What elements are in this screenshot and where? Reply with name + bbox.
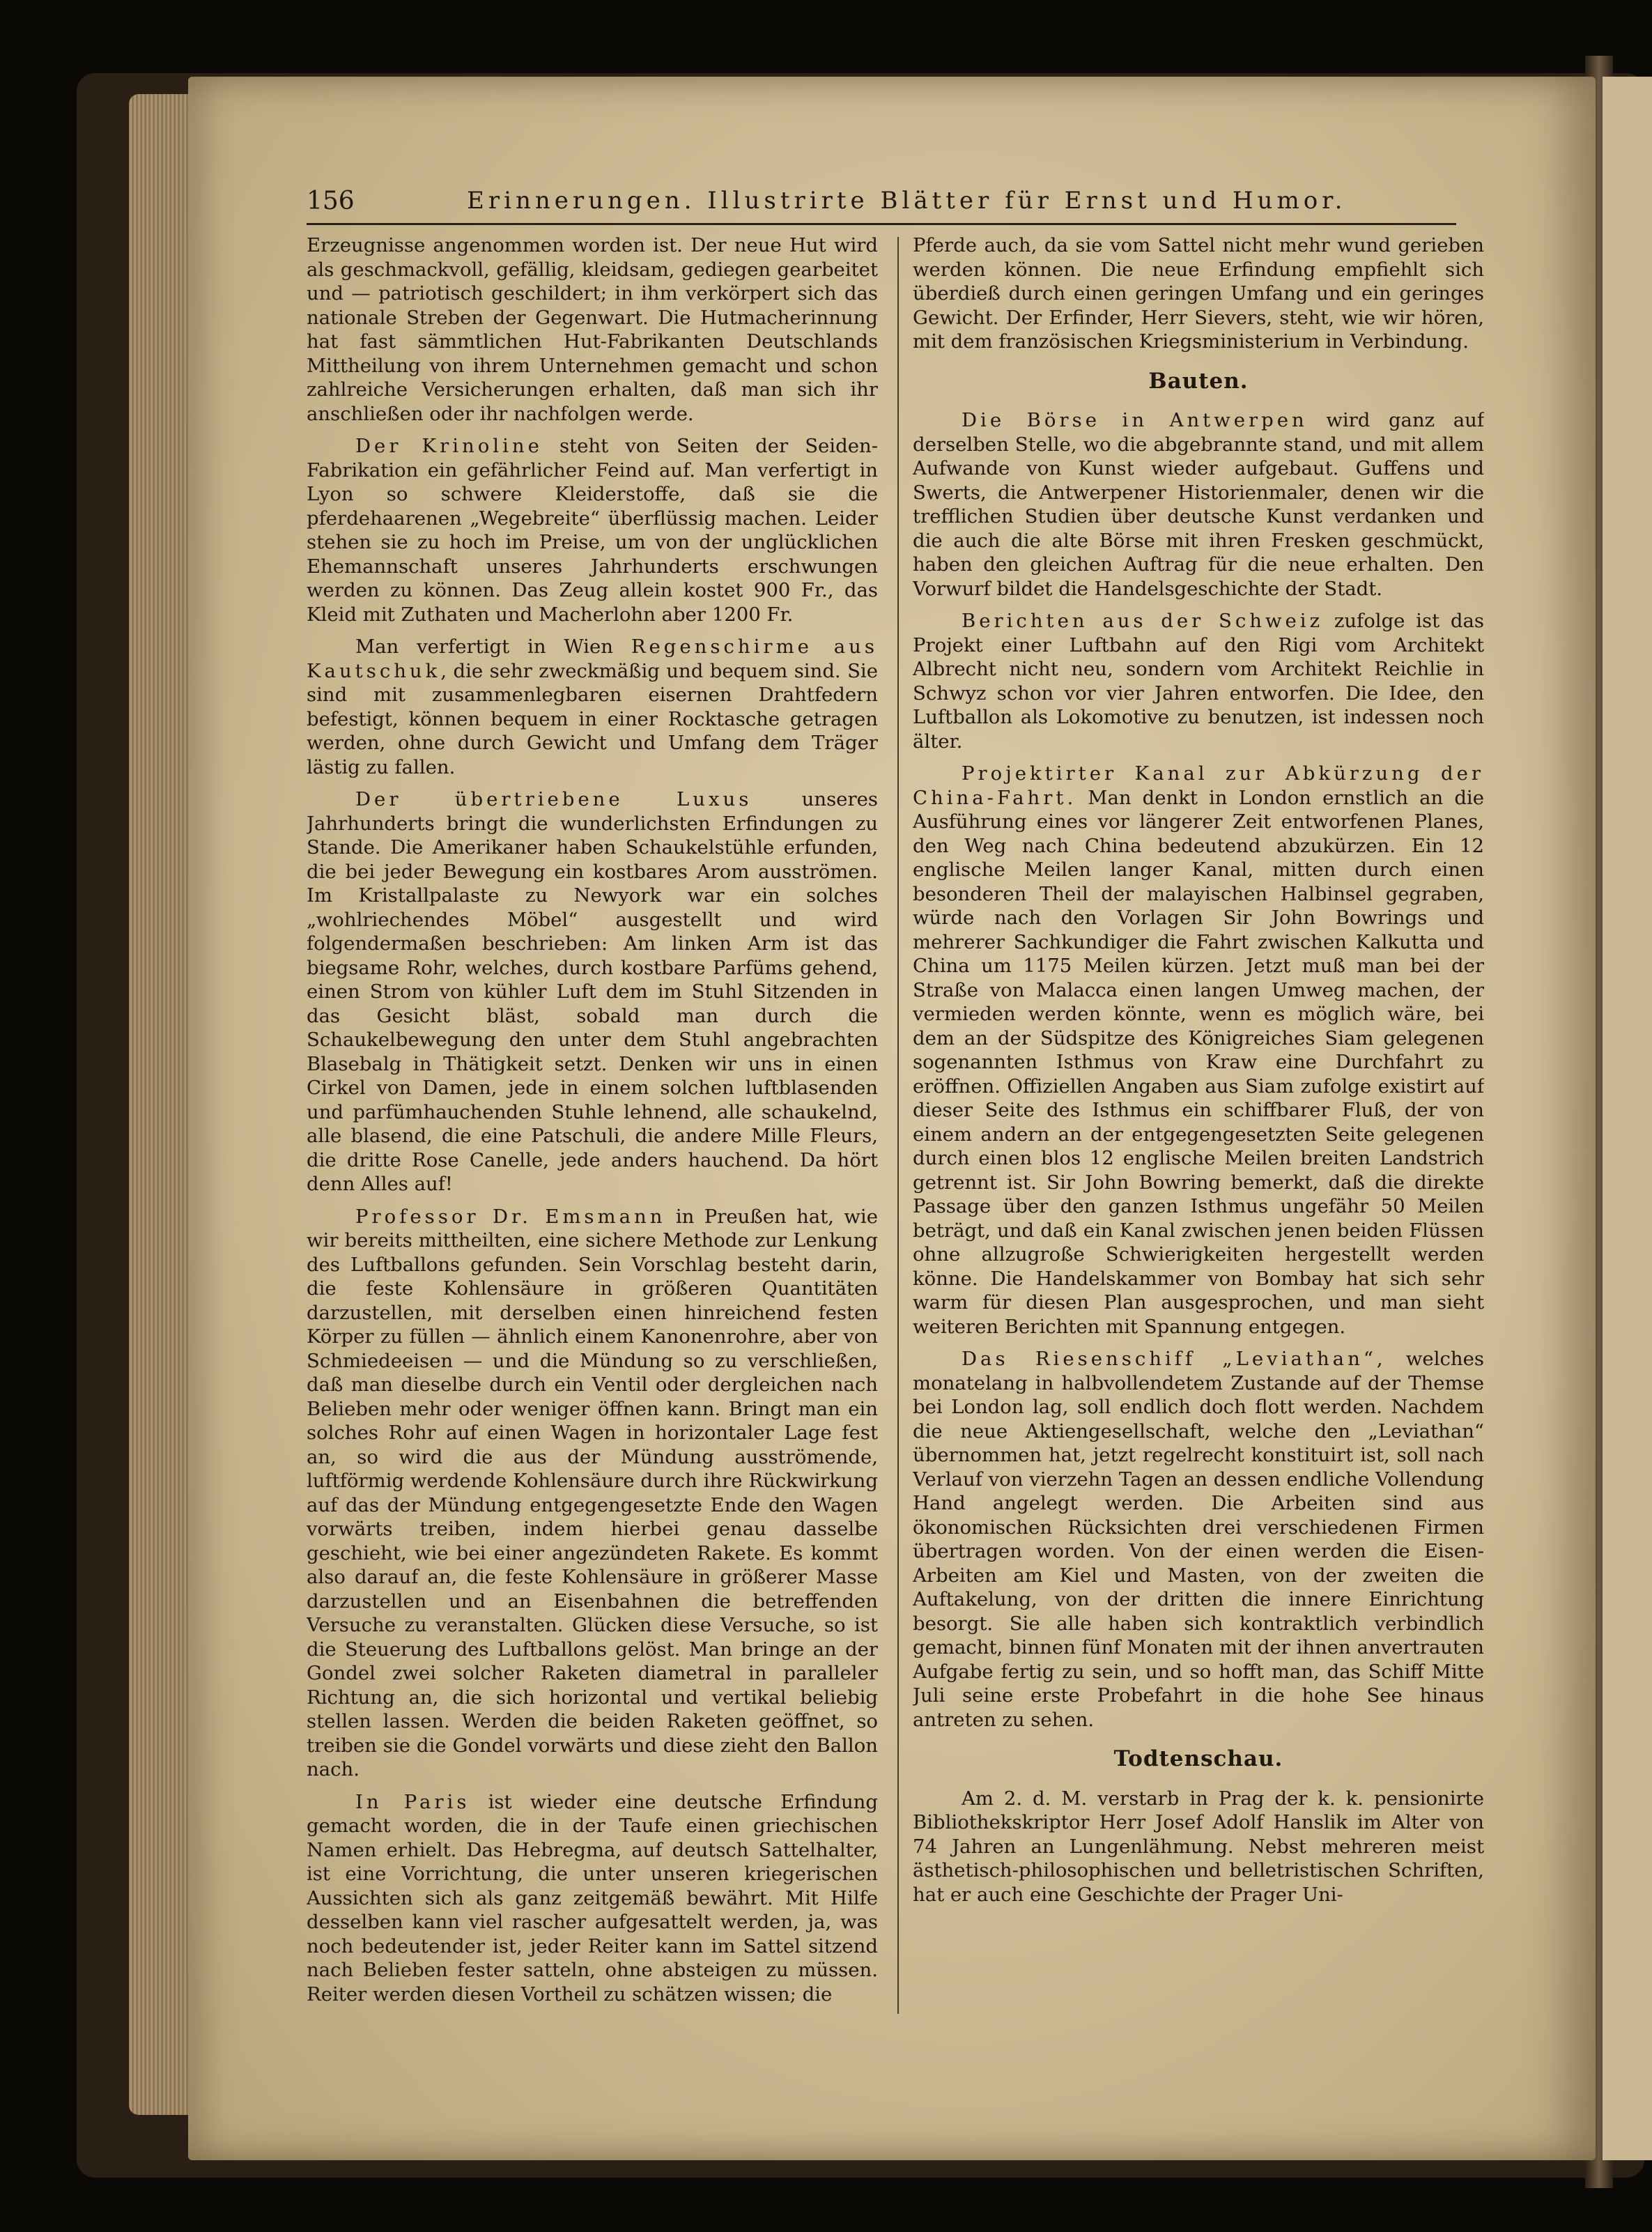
paragraph-leviathan: Das Riesenschiff „Leviathan“, welches monatelang in halbvollendetem Zustande auf der Themse bei London lag, soll endlich doch flott werden. Nachdem die neue Aktiengesellschaft, welche den „Leviathan“ übernommen hat, jetzt regelrecht konstituirt ist, soll nach Verlauf von vierzehn Tagen an dessen endliche Vollendung Hand angelegt werden. Die Arbeiten sind aus ökonomischen Rücksichten drei verschiedenen Firmen übertragen worden. Von der einen werden die Eisen-Arbeiten am Kiel und Masten, von der zweiten die Auftakelung, von der dritten die innere Einrichtung besorgt. Sie alle haben sich kontraktlich verbindlich gemacht, binnen fünf Monaten mit der ihnen anvertrauten Aufgabe fertig zu sein, und so hofft man, das Schiff Mitte Juli seine erste Probefahrt in die hohe See hinaus antreten zu sehen. [913, 1348, 1484, 1731]
paragraph-hut: Erzeugnisse angenommen worden ist. Der neue Hut wird als geschmackvoll, gefällig, kleidsam, gediegen gearbeitet und — patriotisch geschildert; in ihm verkörpert sich das nationale Streben der Gegenwart. Die Hutmacherinnung hat fast sämmtlichen Hut-Fabrikanten Deutschlands Mittheilung von ihrem Unternehmen gemacht und schon zahlreiche Versicherungen erhalten, daß man sich ihr anschließen oder ihr nachfolgen werde. [307, 234, 878, 425]
section-heading-todtenschau: Todtenschau. [1113, 1746, 1283, 1771]
page-header [307, 181, 1456, 225]
page-number: 156 [307, 187, 355, 215]
paragraph-kanal: Projektirter Kanal zur Abkürzung der China-Fahrt. Man denkt in London ernstlich an die Ausführung eines vor längerer Zeit entworfenen Planes, den Weg nach China bedeutend abzukürzen. Ein 12 englische Meilen langer Kanal, mitten durch einen besonderen Theil der malayischen Halbinsel gegraben, würde nach den Vorlagen Sir John Bowrings und mehrerer Sachkundiger die Fahrt zwischen Kalkutta und China um 1175 Meilen kürzen. Jetzt muß man bei der Straße von Malacca einen langen Umweg machen, der vermieden werden könnte, wenn es möglich wäre, bei dem an der Südspitze des Königreiches Siam gelegenen sogenannten Isthmus von Kraw eine Durchfahrt zu eröffnen. Offiziellen Angaben aus Siam zufolge existirt auf dieser Seite des Isthmus ein schiffbarer Fluß, der von einem andern an der entgegengesetzten Seite gelegenen durch einen blos 12 englische Meilen breiten Landstrich getrennt ist. Sir John Bowring bemerkt, daß die direkte Passage über den ganzen Isthmus ungefähr 50 Meilen beträgt, und daß ein Kanal zwischen jenen beiden Flüssen ohne allzugroße Schwierigkeiten hergestellt werden könne. Die Handelskammer von Bombay hat sich sehr warm für diesen Plan ausgesprochen, und man sieht weiteren Berichten mit Spannung entgegen. [913, 762, 1484, 1338]
paragraph-paris: In Paris ist wieder eine deutsche Erfindung gemacht worden, die in der Taufe einen griechischen Namen erhielt. Das Hebregma, auf deutsch Sattelhalter, ist eine Vorrichtung, die unter unseren kriegerischen Aussichten sich als ganz zeitgemäß bewährt. Mit Hilfe desselben kann viel rascher aufgesattelt werden, ja, was noch bedeutender ist, jeder Reiter kann im Sattel sitzend nach Belieben fester satteln, ohne absteigen zu müssen. Reiter werden diesen Vortheil zu schätzen wissen; die [307, 1790, 878, 2006]
column-divider [897, 237, 899, 2014]
paragraph-luxus: Der übertriebene Luxus unseres Jahrhunderts bringt die wunderlichsten Erfindungen zu Stande. Die Amerikaner haben Schaukelstühle erfunden, die bei jeder Bewegung ein kostbares Arom ausströmen. Im Kristallpalaste zu Newyork war ein solches „wohlriechendes Möbel“ ausgestellt und wird folgendermaßen beschrieben: Am linken Arm ist das biegsame Rohr, welches, durch kostbare Parfüms gehend, einen Strom von kühler Luft dem im Stuhl Sitzenden in das Gesicht bläst, sobald man durch die Schaukelbewegung den unter dem Stuhl angebrachten Blasebalg in Thätigkeit setzt. Denken wir uns in einen Cirkel von Damen, jede in einem solchen luftblasenden und parfümhauchenden Stuhle lehnend, alle schaukelnd, alle blasend, die eine Patschuli, die andere Mille Fleurs, die dritte Rose Canelle, jede anders hauchend. Da hört denn Alles auf! [307, 788, 878, 1195]
paragraph-hanslik: Am 2. d. M. verstarb in Prag der k. k. pensionirte Bibliothekskriptor Herr Josef Adolf Hanslik im Alter von 74 Jahren an Lungenlähmung. Nebst mehreren meist ästhetisch-philosophischen und belletristischen Schriften, hat er auch eine Geschichte der Prager Uni- [913, 1787, 1484, 1906]
facing-page-edge [1603, 77, 1652, 2160]
left-column [307, 233, 878, 2017]
running-title: Erinnerungen. Illustrirte Blätter für Ernst und Humor. [467, 187, 1347, 215]
paragraph-emsmann: Professor Dr. Emsmann in Preußen hat, wie wir bereits mittheilten, eine sichere Methode zur Lenkung des Luftballons gefunden. Sein Vorschlag besteht darin, die feste Kohlensäure in größeren Quantitäten darzustellen, mit derselben einen hinreichend festen Körper zu füllen — ähnlich einem Kanonenrohre, aber von Schmiedeeisen — und die Mündung so zu verschließen, daß man dieselbe durch ein Ventil oder dergleichen nach Belieben mehr oder weniger öffnen kann. Bringt man ein solches Rohr auf einen Wagen in horizontaler Lage fest an, so wird die aus der Mündung ausströmende, luftförmig werdende Kohlensäure durch ihre Rückwirkung auf das der Mündung entgegengesetzte Ende den Wagen vorwärts treiben, indem hierbei genau dasselbe geschieht, wie bei einer angezündeten Rakete. Es kommt also darauf an, die feste Kohlensäure in größerer Masse darzustellen und an Eisenbahnen die betreffenden Versuche zu veranstalten. Glücken diese Versuche, so ist die Steuerung des Luftballons gelöst. Man bringe an der Gondel zwei solcher Raketen diametral in paralleler Richtung an, die sich horizontal und vertikal beliebig stellen lassen. Werden die beiden Raketen geöffnet, so treiben sie die Gondel vorwärts und diese zieht den Ballon nach. [307, 1205, 878, 1780]
right-column [913, 233, 1484, 2017]
book-page [188, 77, 1596, 2160]
paragraph-schweiz: Berichten aus der Schweiz zufolge ist das Projekt einer Luftbahn auf den Rigi vom Architekt Albrecht nicht neu, sondern vom Architekt Reichlie in Schwyz schon vor vier Jahren entworfen. Die Idee, den Luftballon als Lokomotive zu benutzen, ist indessen noch älter. [913, 610, 1484, 753]
paragraph-pferde: Pferde auch, da sie vom Sattel nicht mehr wund gerieben werden können. Die neue Erfindung empfiehlt sich überdieß durch einen geringen Umfang und ein geringes Gewicht. Der Erfinder, Herr Sievers, steht, wie wir hören, mit dem französischen Kriegsministerium in Verbindung. [913, 234, 1484, 353]
paragraph-boerse: Die Börse in Antwerpen wird ganz auf derselben Stelle, wo die abgebrannte stand, und mit allem Aufwande von Kunst wieder aufgebaut. Guffens und Swerts, die Antwerpener Historienmaler, denen wir die trefflichen Studien über deutsche Kunst verdanken und die auch die alte Börse mit ihren Fresken geschmückt, haben den gleichen Auftrag für die neue erhalten. Den Vorwurf bildet die Handelsgeschichte der Stadt. [913, 409, 1484, 600]
paragraph-regenschirme: Man verfertigt in Wien Regenschirme aus Kautschuk, die sehr zweckmäßig und bequem sind. Sie sind mit zusammenlegbaren eisernen Drahtfedern befestigt, können bequem in einer Rocktasche getragen werden, ohne durch Gewicht und Umfang dem Träger lästig zu fallen. [307, 636, 878, 778]
section-heading-bauten: Bauten. [1148, 368, 1249, 394]
paragraph-krinoline: Der Krinoline steht von Seiten der Seiden-Fabrikation ein gefährlicher Feind auf. Man verfertigt in Lyon so schwere Kleiderstoffe, daß sie die pferdehaarenen „Wegebreite“ überflüssig machen. Leider stehen sie zu hoch im Preise, um von der unglücklichen Ehemannschaft unseres Jahrhunderts erschwungen werden zu können. Das Zeug allein kostet 900 Fr., das Kleid mit Zuthaten und Macherlohn aber 1200 Fr. [307, 435, 878, 626]
